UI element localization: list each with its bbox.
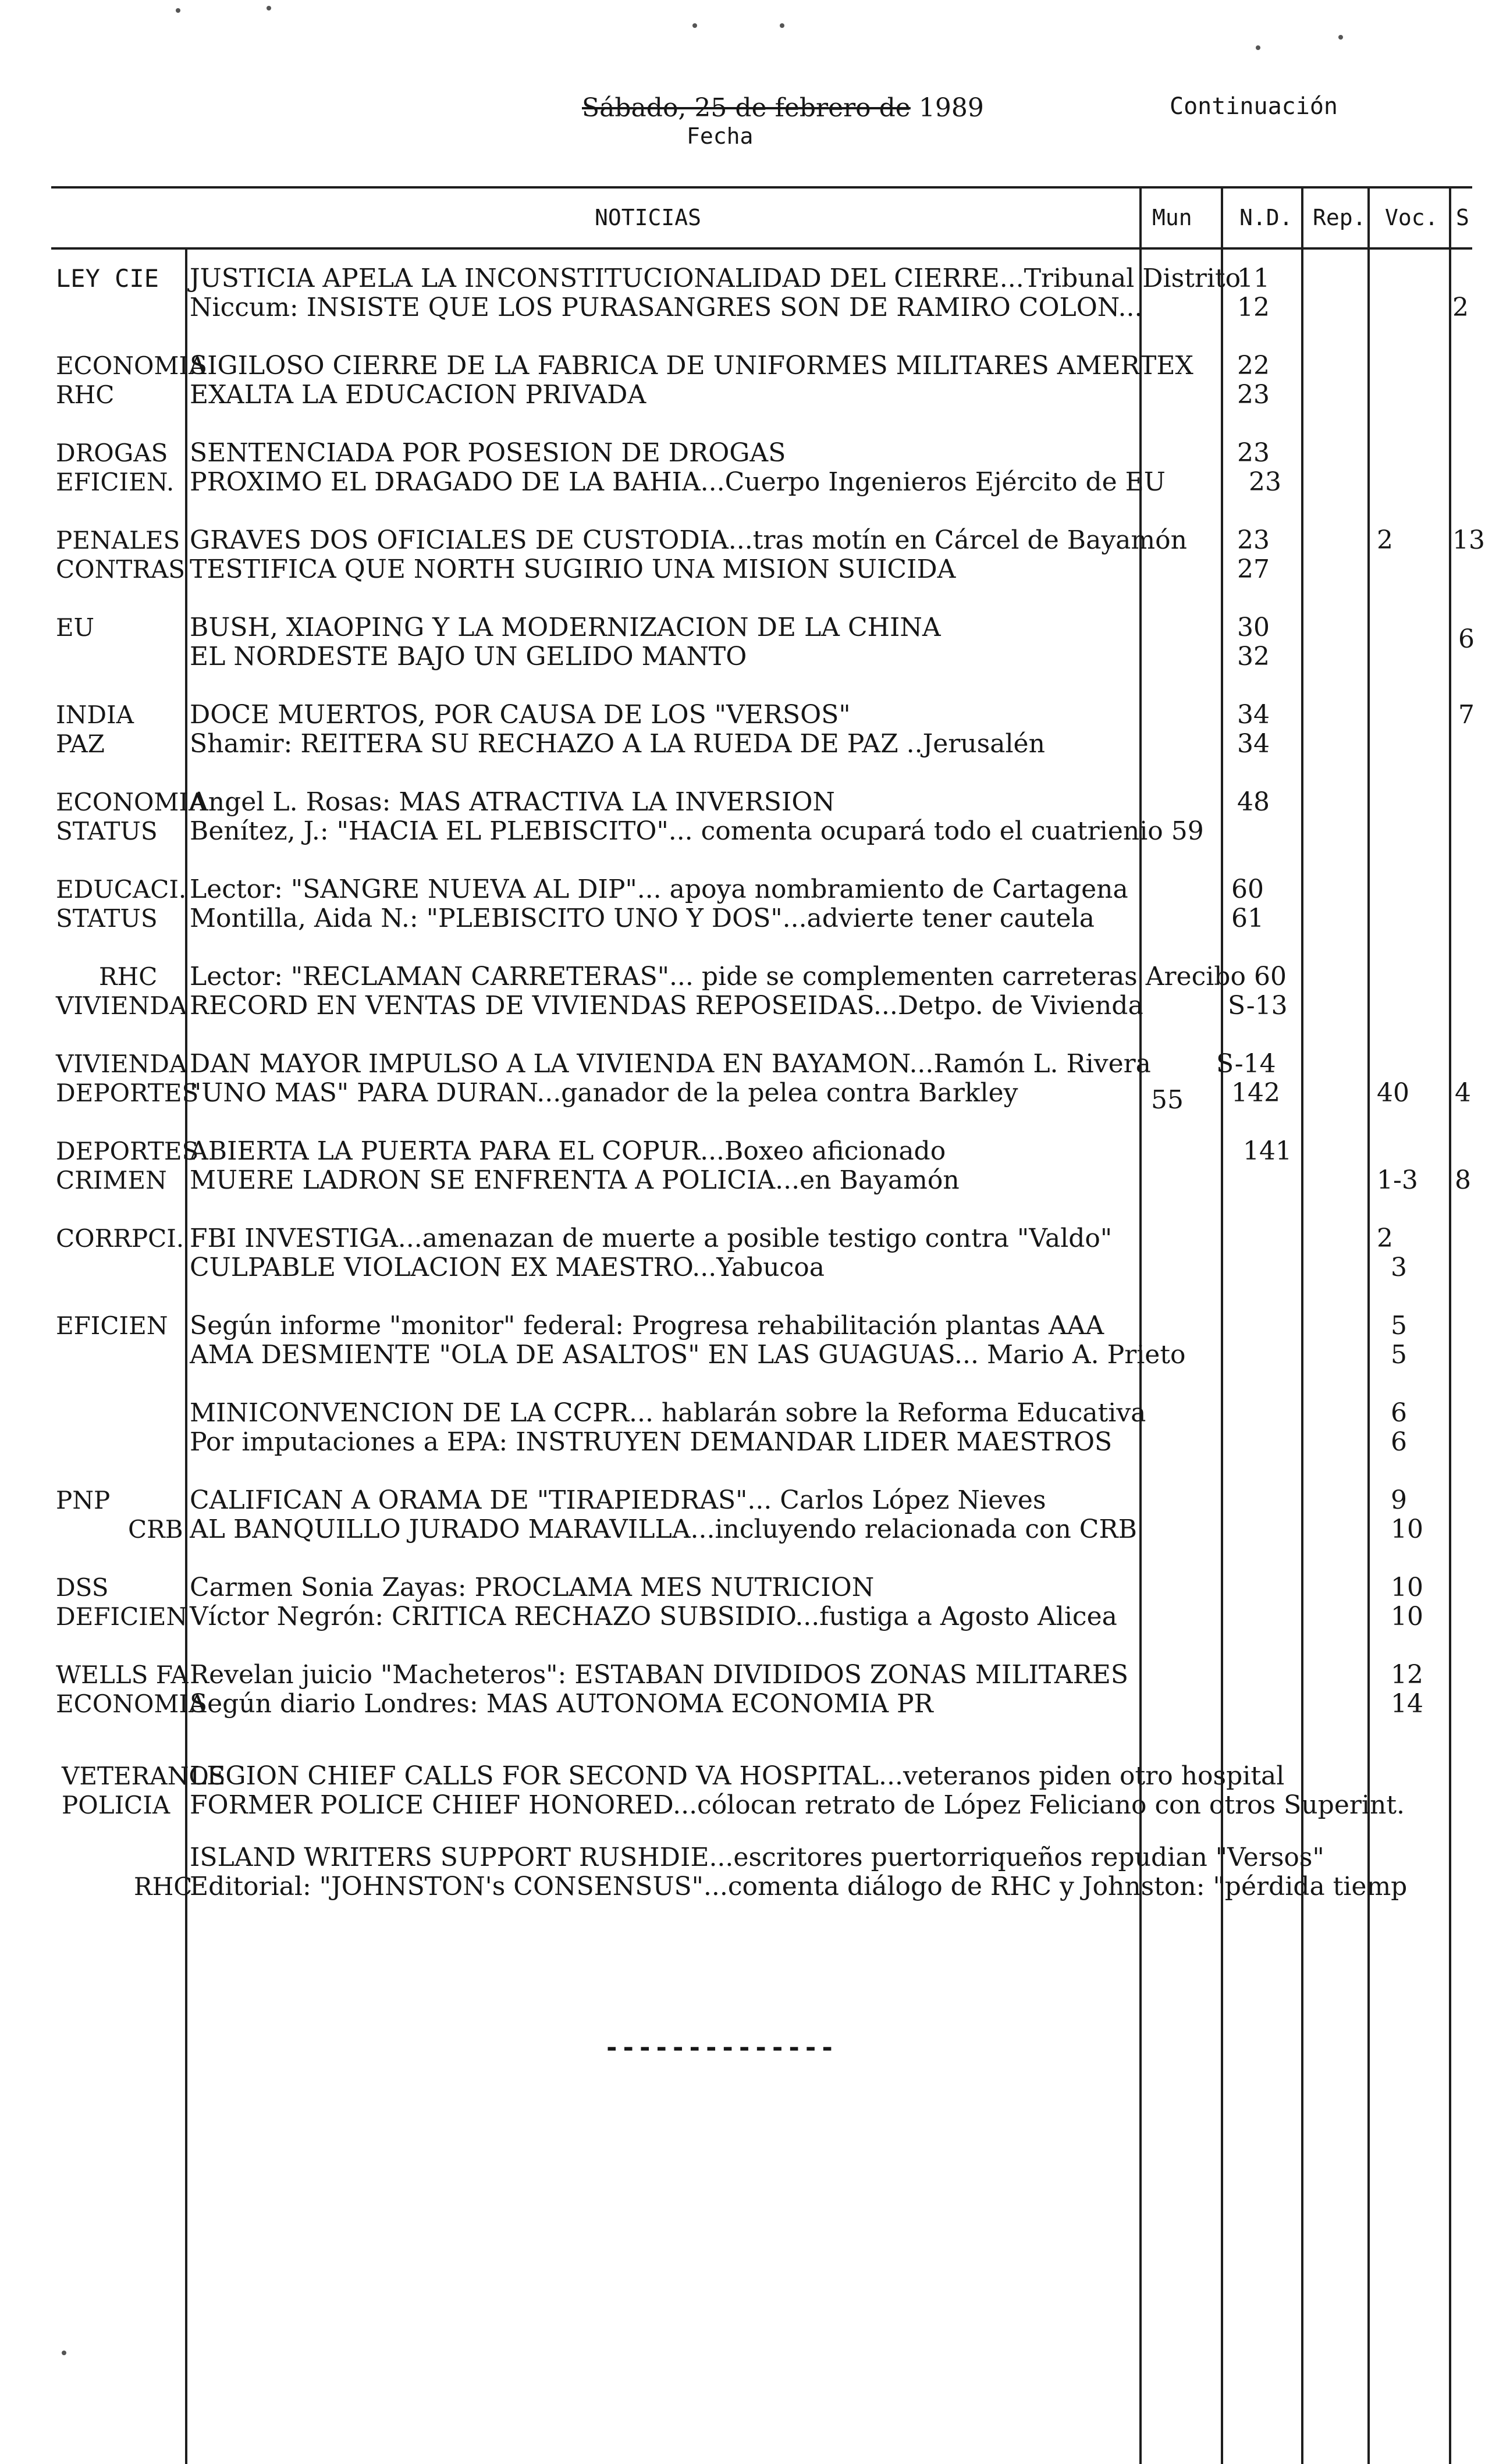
- voc-value: 6: [1391, 1427, 1407, 1457]
- voc-value: 40: [1377, 1078, 1409, 1108]
- news-headline: ISLAND WRITERS SUPPORT RUSHDIE...escritores puertorriqueños repudian "Versos": [190, 1843, 1324, 1872]
- s-value: 2: [1452, 293, 1469, 322]
- category-label: DROGAS: [56, 439, 168, 467]
- news-headline: RECORD EN VENTAS DE VIVIENDAS REPOSEIDAS...Detpo. de Vivienda: [190, 991, 1143, 1021]
- s-value: 6: [1458, 624, 1475, 654]
- news-headline: Niccum: INSISTE QUE LOS PURASANGRES SON DE RAMIRO COLON...: [190, 293, 1143, 322]
- date-year: 1989: [910, 93, 984, 123]
- scan-speck: [780, 23, 784, 28]
- category-label: EFICIEN: [56, 1311, 168, 1340]
- news-headline: Revelan juicio "Macheteros": ESTABAN DIVIDIDOS ZONAS MILITARES: [190, 1660, 1129, 1690]
- news-headline: DAN MAYOR IMPULSO A LA VIVIENDA EN BAYAMON...Ramón L. Rivera: [190, 1049, 1151, 1079]
- table-top-rule: [51, 186, 1472, 189]
- news-headline: Lector: "SANGRE NUEVA AL DIP"... apoya nombramiento de Cartagena: [190, 874, 1128, 904]
- news-headline: JUSTICIA APELA LA INCONSTITUCIONALIDAD DEL CIERRE...Tribunal Distrito: [190, 264, 1241, 293]
- news-headline: BUSH, XIAOPING Y LA MODERNIZACION DE LA CHINA: [190, 613, 941, 642]
- news-headline: FBI INVESTIGA...amenazan de muerte a posible testigo contra "Valdo": [190, 1224, 1113, 1253]
- mun-value: 55: [1151, 1085, 1184, 1115]
- scan-speck: [176, 8, 180, 13]
- category-label: PNP: [56, 1486, 111, 1514]
- nd-column-rule: [1221, 186, 1223, 2464]
- voc-value: 12: [1391, 1660, 1423, 1690]
- category-label: EU: [56, 613, 95, 642]
- category-label: DSS: [56, 1573, 109, 1602]
- s-value: 8: [1455, 1165, 1471, 1195]
- footer-separator: --------------: [604, 2033, 836, 2063]
- scan-speck: [1256, 45, 1260, 50]
- news-headline: CULPABLE VIOLACION EX MAESTRO...Yabucoa: [190, 1253, 825, 1282]
- date-label: Fecha: [687, 123, 754, 149]
- nd-value: 61: [1231, 904, 1264, 933]
- nd-value: 12: [1237, 293, 1270, 322]
- category-label: RHC: [56, 381, 115, 409]
- news-headline: ABIERTA LA PUERTA PARA EL COPUR...Boxeo aficionado: [190, 1136, 946, 1166]
- category-label: PENALES: [56, 526, 180, 554]
- date-line: [582, 93, 984, 123]
- scan-speck: [1338, 35, 1343, 40]
- nd-value: 23: [1237, 525, 1270, 555]
- category-label: CONTRAS: [56, 555, 186, 584]
- news-headline: Según diario Londres: MAS AUTONOMA ECONOMIA PR: [190, 1689, 933, 1719]
- voc-value: 6: [1391, 1398, 1407, 1428]
- category-label: ECONOMIA: [56, 788, 207, 816]
- news-headline: Shamir: REITERA SU RECHAZO A LA RUEDA DE PAZ ..Jerusalén: [190, 729, 1045, 759]
- voc-value: 5: [1391, 1311, 1407, 1341]
- nd-value: 48: [1237, 787, 1270, 817]
- news-headline: Montilla, Aida N.: "PLEBISCITO UNO Y DOS"...advierte tener cautela: [190, 904, 1095, 933]
- category-label: VIVIENDA: [56, 991, 187, 1020]
- voc-value: 10: [1391, 1514, 1423, 1544]
- news-headline: Lector: "RECLAMAN CARRETERAS"... pide se complementen carreteras Arecibo 60: [190, 962, 1287, 991]
- voc-value: 3: [1391, 1253, 1407, 1282]
- column-header-voc: Voc.: [1385, 205, 1438, 230]
- scan-speck: [62, 2351, 66, 2355]
- category-label: WELLS FA: [56, 1661, 189, 1689]
- news-headline: "UNO MAS" PARA DURAN...ganador de la pelea contra Barkley: [190, 1078, 1018, 1108]
- category-label: POLICIA: [62, 1791, 170, 1819]
- category-label: STATUS: [56, 904, 158, 933]
- s-value: 7: [1458, 700, 1475, 730]
- category-label: ECONOMIA: [56, 1690, 207, 1718]
- voc-value: 1-3: [1377, 1165, 1418, 1195]
- header-bottom-rule: [51, 247, 1472, 250]
- news-headline: GRAVES DOS OFICIALES DE CUSTODIA...tras motín en Cárcel de Bayamón: [190, 525, 1187, 555]
- news-headline: Angel L. Rosas: MAS ATRACTIVA LA INVERSION: [190, 787, 835, 817]
- nd-value: 32: [1237, 642, 1270, 671]
- category-label: CRIMEN: [56, 1166, 167, 1194]
- category-label: LEY CIE: [56, 264, 159, 293]
- news-headline: FORMER POLICE CHIEF HONORED...cólocan retrato de López Feliciano con otros Superint.: [190, 1790, 1405, 1820]
- nd-value: 60: [1231, 874, 1264, 904]
- category-label: DEPORTES: [56, 1079, 199, 1107]
- voc-value: 10: [1391, 1573, 1423, 1602]
- s-value: 13: [1452, 525, 1485, 555]
- category-label: RHC: [99, 962, 158, 991]
- date-text: Sábado, 25 de febrero de: [582, 93, 911, 123]
- news-headline: AL BANQUILLO JURADO MARAVILLA...incluyendo relacionada con CRB: [190, 1514, 1137, 1544]
- category-label: PAZ: [56, 730, 105, 758]
- nd-value: 27: [1237, 554, 1270, 584]
- news-headline: PROXIMO EL DRAGADO DE LA BAHIA...Cuerpo Ingenieros Ejército de EU: [190, 467, 1166, 497]
- news-headline: SENTENCIADA POR POSESION DE DROGAS: [190, 438, 786, 468]
- category-label: DEFICIEN: [56, 1602, 188, 1631]
- nd-value: 11: [1237, 264, 1270, 293]
- s-value: 4: [1455, 1078, 1471, 1108]
- news-headline: EL NORDESTE BAJO UN GELIDO MANTO: [190, 642, 747, 671]
- column-header-news: NOTICIAS: [595, 205, 702, 230]
- news-headline: Benítez, J.: "HACIA EL PLEBISCITO"... comenta ocupará todo el cuatrienio 59: [190, 816, 1204, 846]
- nd-value: S-14: [1216, 1049, 1276, 1079]
- category-label: INDIA: [56, 701, 134, 729]
- category-label: CORRPCI.: [56, 1224, 184, 1253]
- nd-value: 23: [1237, 438, 1270, 468]
- news-headline: MINICONVENCION DE LA CCPR... hablarán sobre la Reforma Educativa: [190, 1398, 1146, 1428]
- s-column-rule: [1449, 186, 1451, 2464]
- category-label: CRB: [128, 1515, 183, 1544]
- category-column-rule: [185, 247, 187, 2464]
- category-label: STATUS: [56, 817, 158, 845]
- rep-column-rule: [1301, 186, 1303, 2464]
- category-label: DEPORTES: [56, 1137, 199, 1165]
- voc-column-rule: [1367, 186, 1370, 2464]
- news-headline: Carmen Sonia Zayas: PROCLAMA MES NUTRICION: [190, 1573, 875, 1602]
- news-headline: DOCE MUERTOS, POR CAUSA DE LOS "VERSOS": [190, 700, 851, 730]
- nd-value: 34: [1237, 729, 1270, 759]
- news-headline: TESTIFICA QUE NORTH SUGIRIO UNA MISION SUICIDA: [190, 554, 956, 584]
- news-headline: Editorial: "JOHNSTON's CONSENSUS"...comenta diálogo de RHC y Johnston: "pérdida tiemp: [190, 1872, 1408, 1901]
- news-headline: AMA DESMIENTE "OLA DE ASALTOS" EN LAS GUAGUAS... Mario A. Prieto: [190, 1340, 1186, 1370]
- continuation-label: Continuación: [1170, 93, 1338, 120]
- category-label: ECONOMIA: [56, 351, 207, 380]
- nd-value: 34: [1237, 700, 1270, 730]
- column-header-s: S: [1456, 205, 1469, 230]
- news-headline: CALIFICAN A ORAMA DE "TIRAPIEDRAS"... Carlos López Nieves: [190, 1485, 1046, 1515]
- voc-value: 10: [1391, 1602, 1423, 1631]
- news-headline: MUERE LADRON SE ENFRENTA A POLICIA...en Bayamón: [190, 1165, 960, 1195]
- news-headline: EXALTA LA EDUCACION PRIVADA: [190, 380, 646, 410]
- scan-speck: [267, 6, 271, 10]
- news-headline: LEGION CHIEF CALLS FOR SECOND VA HOSPITAL...veteranos piden otro hospital: [190, 1761, 1285, 1791]
- nd-value: 142: [1231, 1078, 1280, 1108]
- nd-value: 23: [1249, 467, 1281, 497]
- voc-value: 14: [1391, 1689, 1423, 1719]
- nd-value: 23: [1237, 380, 1270, 410]
- news-headline: Por imputaciones a EPA: INSTRUYEN DEMANDAR LIDER MAESTROS: [190, 1427, 1113, 1457]
- voc-value: 2: [1377, 525, 1393, 555]
- voc-value: 9: [1391, 1485, 1407, 1515]
- news-headline: SIGILOSO CIERRE DE LA FABRICA DE UNIFORMES MILITARES AMERTEX: [190, 351, 1193, 381]
- category-label: VETERANOS: [62, 1762, 226, 1790]
- voc-value: 2: [1377, 1224, 1393, 1253]
- column-header-rep: Rep.: [1313, 205, 1366, 230]
- nd-value: 141: [1243, 1136, 1292, 1166]
- news-headline: Según informe "monitor" federal: Progresa rehabilitación plantas AAA: [190, 1311, 1104, 1341]
- column-header-nd: N.D.: [1239, 205, 1293, 230]
- voc-value: 5: [1391, 1340, 1407, 1370]
- category-label: EDUCACI.: [56, 875, 187, 904]
- scan-speck: [692, 23, 697, 28]
- nd-value: 22: [1237, 351, 1270, 381]
- category-label: RHC: [134, 1872, 193, 1901]
- nd-value: S-13: [1228, 991, 1288, 1021]
- column-header-mun: Mun: [1152, 205, 1192, 230]
- category-label: EFICIEN.: [56, 468, 175, 496]
- nd-value: 30: [1237, 613, 1270, 642]
- category-label: VIVIENDA: [56, 1050, 187, 1078]
- news-headline: Víctor Negrón: CRITICA RECHAZO SUBSIDIO...fustiga a Agosto Alicea: [190, 1602, 1117, 1631]
